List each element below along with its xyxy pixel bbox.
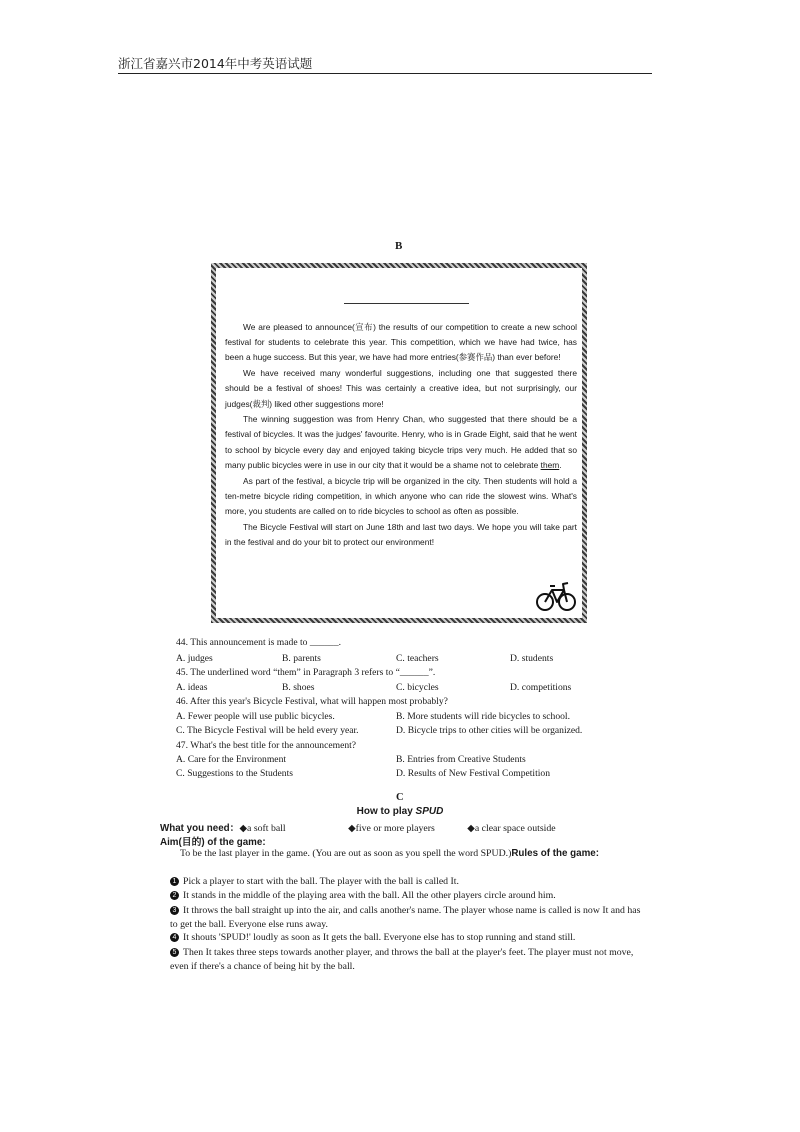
announcement-paragraph-2: We have received many wonderful suggestions, including one that suggested there should be a festival of shoes! This was certainly a creative idea, but not surprisingly, our judges(裁判) liked other suggestions more! [225,368,577,409]
section-b-label: B [395,240,403,252]
q45-option-a: A. ideas [176,682,208,693]
q46-option-d: D. Bicycle trips to other cities will be organized. [396,725,583,736]
q47-option-d: D. Results of New Festival Competition [396,768,551,779]
rule-item: 4 It shouts 'SPUD!' loudly as soon as It gets the ball. Everyone else has to stop running and stand still. [170,932,575,943]
q47-option-c: C. Suggestions to the Students [176,768,293,779]
q44-option-a: A. judges [176,653,213,664]
q45-option-c: C. bicycles [396,682,439,693]
q46-option-c: C. The Bicycle Festival will be held every year. [176,725,359,736]
aim-label: Aim(目的) of the game: [160,837,266,848]
q45-option-d: D. competitions [510,682,572,693]
rule-item: 3 It throws the ball straight up into the air, and calls another's name. The player whose name is called is now It and has to get the ball. Everyone else runs away. [170,905,641,930]
q44-option-c: C. teachers [396,653,439,664]
number-1-icon: 1 [170,877,179,886]
game-title: How to play SPUD [356,806,444,817]
announcement-text [225,320,577,551]
q47-option-a: A. Care for the Environment [176,754,287,765]
page-header-title: 浙江省嘉兴市2014年中考英语试题 [118,56,313,71]
number-3-icon: 3 [170,906,179,915]
announcement-title-blank [344,303,469,304]
announcement-paragraph-1: We are pleased to announce(宣布) the results of our competition to create a new school festival for students to celebrate this year. This competition, which we have had twice, has been a huge success. But this year, we have had more entries(参赛作品) than ever before! [225,322,577,363]
rule-item: 1 Pick a player to start with the ball. The player with the ball is called It. [170,876,459,887]
aim-text: To be the last player in the game. (You are out as soon as you spell the word SPUD.) [180,848,512,859]
question-45: 45. The underlined word “them” in Paragraph 3 refers to “______”. [176,667,436,678]
announcement-paragraph-4: As part of the festival, a bicycle trip will be organized in the city. Then students will hold a ten-metre bicycle riding competition, in which anyone who can ride the slowest wins. What's more, you students are called on to ride bicycles to school as often as possible. [225,475,577,516]
diamond-icon: ◆ [239,823,248,834]
announcement-paragraph-3: The winning suggestion was from Henry Chan, who suggested that there should be a festival of bicycles. It was the judges' favourite. Henry, who is in Grade Eight, said that he went to school by bicycle every day and enjoyed taking bicycle trips very much. He added that so many public bicycles were in use in our city that it would be a shame not to celebrate them. [225,414,577,470]
q44-option-b: B. parents [282,653,321,664]
q44-option-d: D. students [510,653,554,664]
announcement-paragraph-5: The Bicycle Festival will start on June 18th and last two days. We hope you will take part in the festival and do your bit to protect our environment! [225,521,577,547]
number-2-icon: 2 [170,891,179,900]
rule-item: 2 It stands in the middle of the playing area with the ball. All the other players circle around him. [170,890,556,901]
bicycle-icon [536,578,576,612]
number-5-icon: 5 [170,948,179,957]
q46-option-b: B. More students will ride bicycles to school. [396,711,570,722]
announcement-box [211,263,587,623]
q46-option-a: A. Fewer people will use public bicycles. [176,711,335,722]
aim-row [180,848,599,859]
section-c-label: C [396,792,404,803]
rule-item: 5 Then It takes three steps towards another player, and throws the ball at the player's feet. The player must not move, even if there's a chance of being hit by the ball. [170,947,634,972]
underlined-word: them [540,459,560,470]
need-item: a soft ball [247,823,286,834]
question-44: 44. This announcement is made to ______. [176,637,342,648]
rules-label: Rules of the game: [511,848,600,859]
diamond-icon: ◆ [467,823,475,834]
need-item: five or more players [355,823,435,834]
need-item: a clear space outside [474,823,556,834]
what-you-need-row [160,820,556,834]
header-rule [118,73,652,74]
number-4-icon: 4 [170,933,179,942]
question-47: 47. What's the best title for the announcement? [176,740,357,751]
q45-option-b: B. shoes [282,682,315,693]
q47-option-b: B. Entries from Creative Students [396,754,526,765]
question-46: 46. After this year's Bicycle Festival, what will happen most probably? [176,696,448,707]
diamond-icon: ◆ [348,823,356,834]
need-label: What you need： [160,823,240,834]
